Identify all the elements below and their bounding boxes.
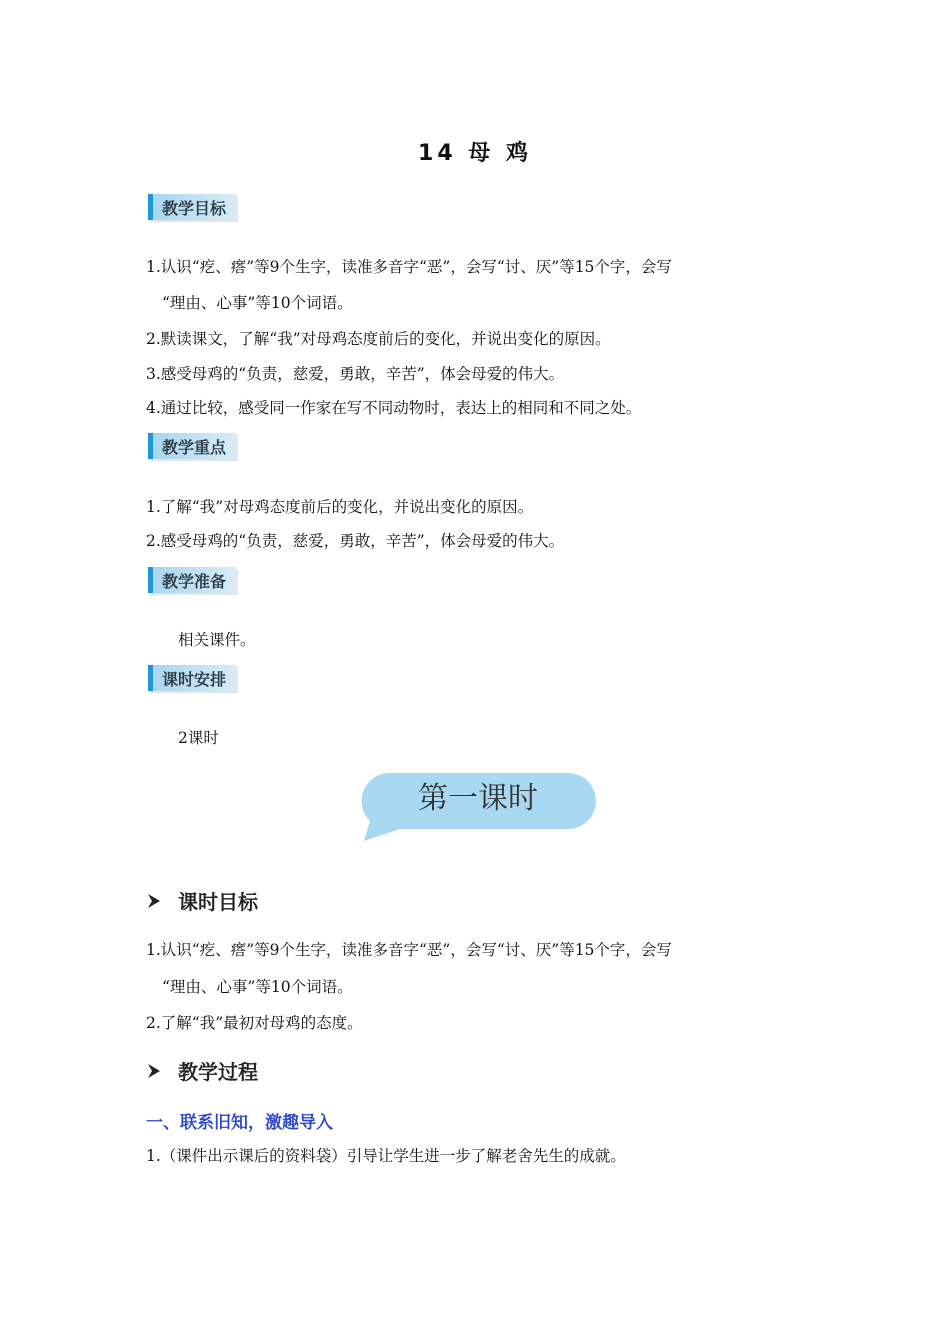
- keypoint-line-2: 2.感受母鸡的“负责，慈爱，勇敢，辛苦”，体会母爱的伟大。: [146, 532, 565, 550]
- objective-line-3: 2.默读课文，了解“我”对母鸡态度前后的变化，并说出变化的原因。: [146, 330, 611, 348]
- lesson-goal-line-2: “理由、心事”等10个词语。: [162, 978, 353, 996]
- schedule-text: 2课时: [178, 729, 219, 747]
- lesson-goal-line-3: 2.了解“我”最初对母鸡的态度。: [146, 1014, 363, 1032]
- lesson-banner: [360, 771, 596, 843]
- objective-line-1: 1.认识“疙、瘩”等9个生字，读准多音字“恶”，会写“讨、厌”等15个字，会写: [146, 258, 672, 276]
- objective-line-5: 4.通过比较，感受同一作家在写不同动物时，表达上的相同和不同之处。: [146, 399, 642, 417]
- section-one-heading: 一、联系旧知，激趣导入: [146, 1113, 333, 1133]
- tag-schedule: 课时安排: [148, 665, 236, 691]
- tag-preparation: 教学准备: [148, 567, 236, 593]
- lesson-goal-line-1: 1.认识“疙、瘩”等9个生字，读准多音字“恶”，会写“讨、厌”等15个字，会写: [146, 941, 672, 959]
- section-one-item-1: 1.（课件出示课后的资料袋）引导让学生进一步了解老舍先生的成就。: [146, 1147, 626, 1165]
- objective-line-4: 3.感受母鸡的“负责，慈爱，勇敢，辛苦”，体会母爱的伟大。: [146, 365, 565, 383]
- tag-objectives: 教学目标: [148, 194, 236, 220]
- preparation-text: 相关课件。: [178, 631, 256, 649]
- arrow-bullet-icon: [146, 893, 162, 909]
- process-heading-text: 教学过程: [178, 1060, 258, 1084]
- arrow-bullet-icon: [146, 1063, 162, 1079]
- process-heading: [146, 1056, 258, 1085]
- objective-line-2: “理由、心事”等10个词语。: [162, 294, 353, 312]
- tag-keypoints: 教学重点: [148, 433, 236, 459]
- lesson-goals-heading: [146, 886, 258, 915]
- lesson-banner-text: 第一课时: [418, 781, 538, 816]
- lesson-title: 14 母 鸡: [418, 141, 532, 166]
- lesson-goals-heading-text: 课时目标: [178, 890, 258, 914]
- keypoint-line-1: 1.了解“我”对母鸡态度前后的变化，并说出变化的原因。: [146, 498, 534, 516]
